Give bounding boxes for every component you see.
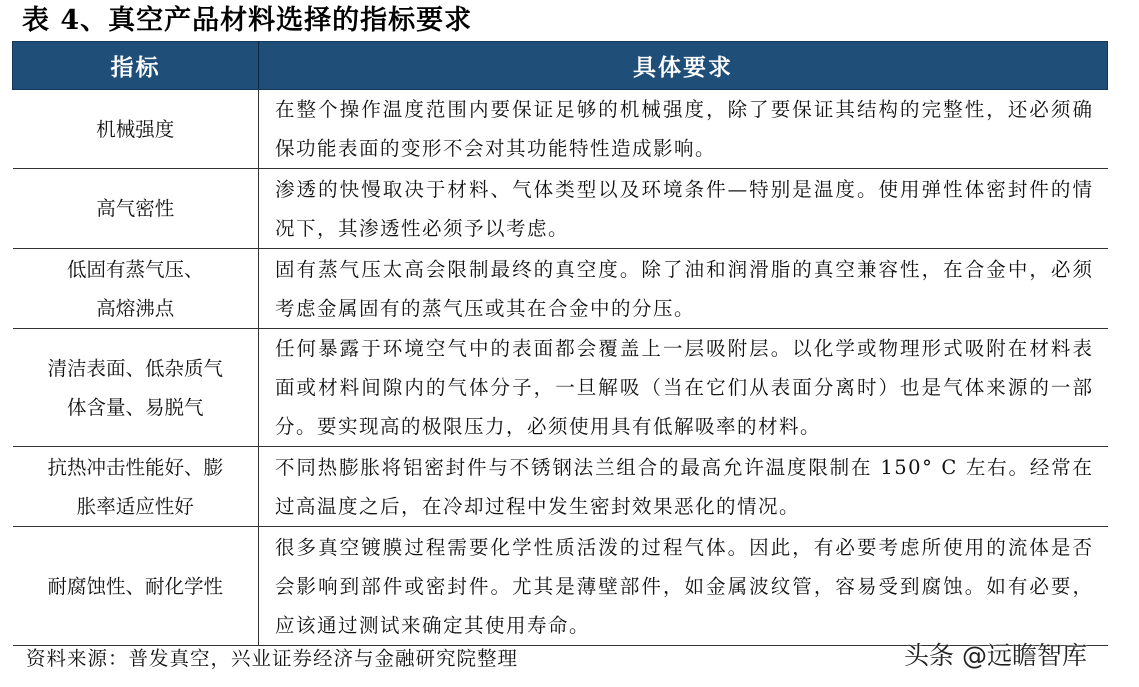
- indicator-cell: [13, 447, 259, 527]
- indicator-line: 清洁表面、低杂质气: [47, 356, 223, 380]
- indicator-line: 机械强度: [96, 117, 175, 141]
- header-indicator: 指标: [13, 42, 259, 90]
- table-row: [13, 447, 1108, 527]
- watermark: 头条 @远瞻智库: [904, 641, 1087, 670]
- requirements-table: [12, 41, 1108, 646]
- indicator-cell: [13, 329, 259, 447]
- table-header-row: [13, 42, 1108, 90]
- indicator-cell: [13, 90, 259, 169]
- indicator-line: 胀率适应性好: [76, 494, 194, 518]
- table-row: [13, 90, 1108, 169]
- requirement-cell: 很多真空镀膜过程需要化学性质活泼的过程气体。因此，有必要考虑所使用的流体是否会影响到部件或密封件。尤其是薄壁部件，如金属波纹管，容易受到腐蚀。如有必要，应该通过测试来确定其使用寿命。: [259, 527, 1108, 646]
- indicator-line: 抗热冲击性能好、膨: [47, 455, 223, 479]
- indicator-line: 高熔沸点: [96, 296, 175, 320]
- indicator-line: 高气密性: [96, 197, 175, 220]
- indicator-cell: [13, 249, 259, 329]
- requirement-cell: 渗透的快慢取决于材料、气体类型以及环境条件—特别是温度。使用弹性体密封件的情况下，其渗透性必须予以考虑。: [259, 169, 1108, 249]
- requirement-cell: 在整个操作温度范围内要保证足够的机械强度，除了要保证其结构的完整性，还必须确保功能表面的变形不会对其功能特性造成影响。: [259, 90, 1108, 169]
- indicator-line: 体含量、易脱气: [66, 395, 204, 419]
- header-requirement: 具体要求: [259, 42, 1108, 90]
- requirement-cell: 固有蒸气压太高会限制最终的真空度。除了油和润滑脂的真空兼容性，在合金中，必须考虑金属固有的蒸气压或其在合金中的分压。: [259, 249, 1108, 329]
- source-note: 资料来源：普发真空，兴业证券经济与金融研究院整理: [26, 647, 519, 670]
- requirement-cell: 任何暴露于环境空气中的表面都会覆盖上一层吸附层。以化学或物理形式吸附在材料表面或材料间隙内的气体分子，一旦解吸（当在它们从表面分离时）也是气体来源的一部分。要实现高的极限压力，必须使用具有低解吸率的材料。: [259, 329, 1108, 447]
- table-row: [13, 329, 1108, 447]
- indicator-line: 耐腐蚀性、耐化学性: [47, 574, 223, 598]
- indicator-cell: [13, 527, 259, 646]
- requirement-cell: 不同热膨胀将铝密封件与不锈钢法兰组合的最高允许温度限制在 150° C 左右。经常在过高温度之后，在冷却过程中发生密封效果恶化的情况。: [259, 447, 1108, 527]
- table-row: [13, 527, 1108, 646]
- indicator-cell: [13, 169, 259, 249]
- indicator-line: 低固有蒸气压、: [66, 257, 204, 281]
- table-row: [13, 169, 1108, 249]
- table-row: [13, 249, 1108, 329]
- table-title: 表 4、真空产品材料选择的指标要求: [22, 5, 473, 36]
